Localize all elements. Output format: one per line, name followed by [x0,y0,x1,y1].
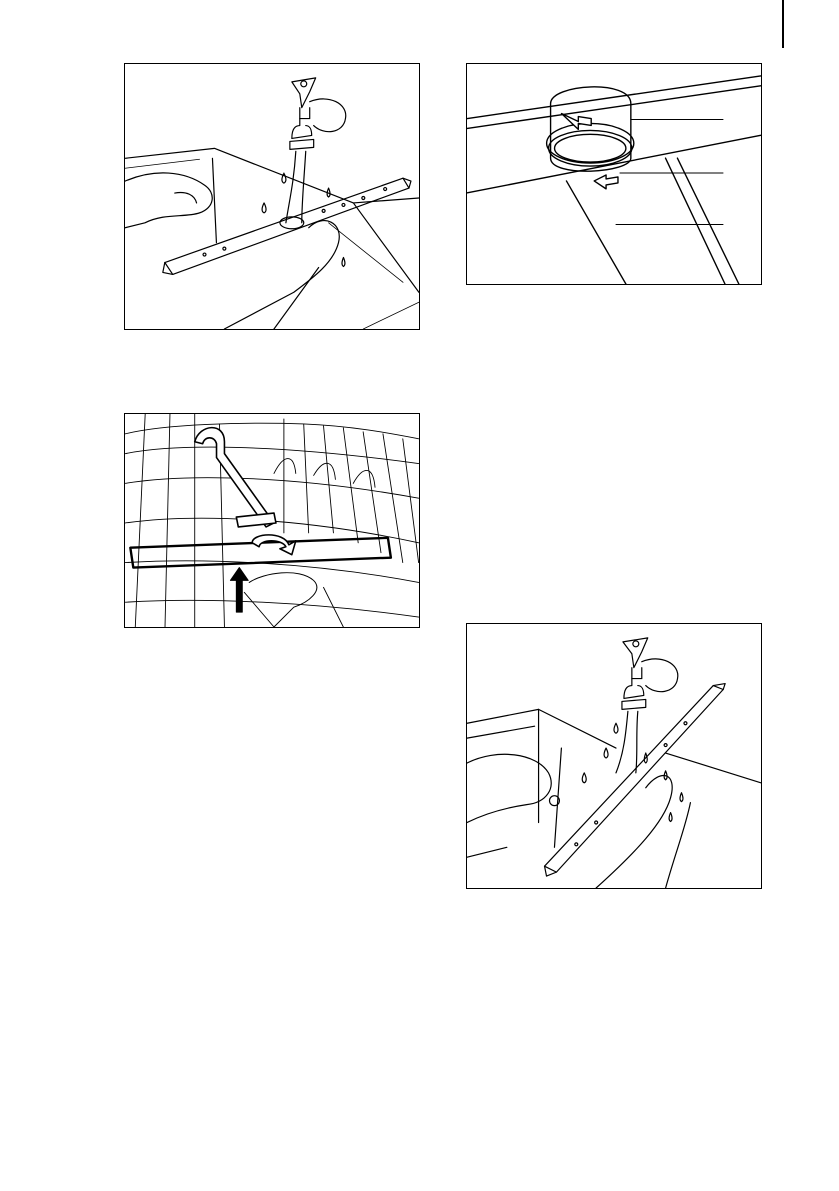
rotate-arrow-icon [252,535,296,555]
figure-lower-spray-arm-rinse [124,63,420,330]
page-edge-marker [782,0,784,48]
right-hand [596,776,672,888]
cleaning-needle [212,158,216,242]
right-hand [224,221,339,329]
spray-arm-icon [163,178,411,274]
illustration-bayonet-detail [467,64,761,284]
up-arrow-icon [230,568,248,613]
sink-back-edge [125,148,419,203]
figure-remove-spray-arm [124,413,420,628]
spray-arm-icon [545,684,726,877]
illustration-lower-spray-arm [125,64,419,329]
sink-back-edge [467,709,616,748]
water-stream [286,151,296,222]
figure-spray-arm-bayonet-detail [466,63,762,285]
sink-side-edge [353,203,419,292]
rail-top [467,76,760,119]
water-stream [616,711,628,773]
illustration-upper-spray-arm [467,624,761,888]
bayonet-collar-icon [547,87,634,189]
left-hand [125,173,212,228]
tap-icon [622,638,678,709]
figure-upper-spray-arm-rinse [466,623,762,889]
illustration-basket-spray-arm [125,414,419,627]
tap-icon [290,78,346,149]
hand [249,573,317,627]
arm-edge-left [566,181,625,284]
